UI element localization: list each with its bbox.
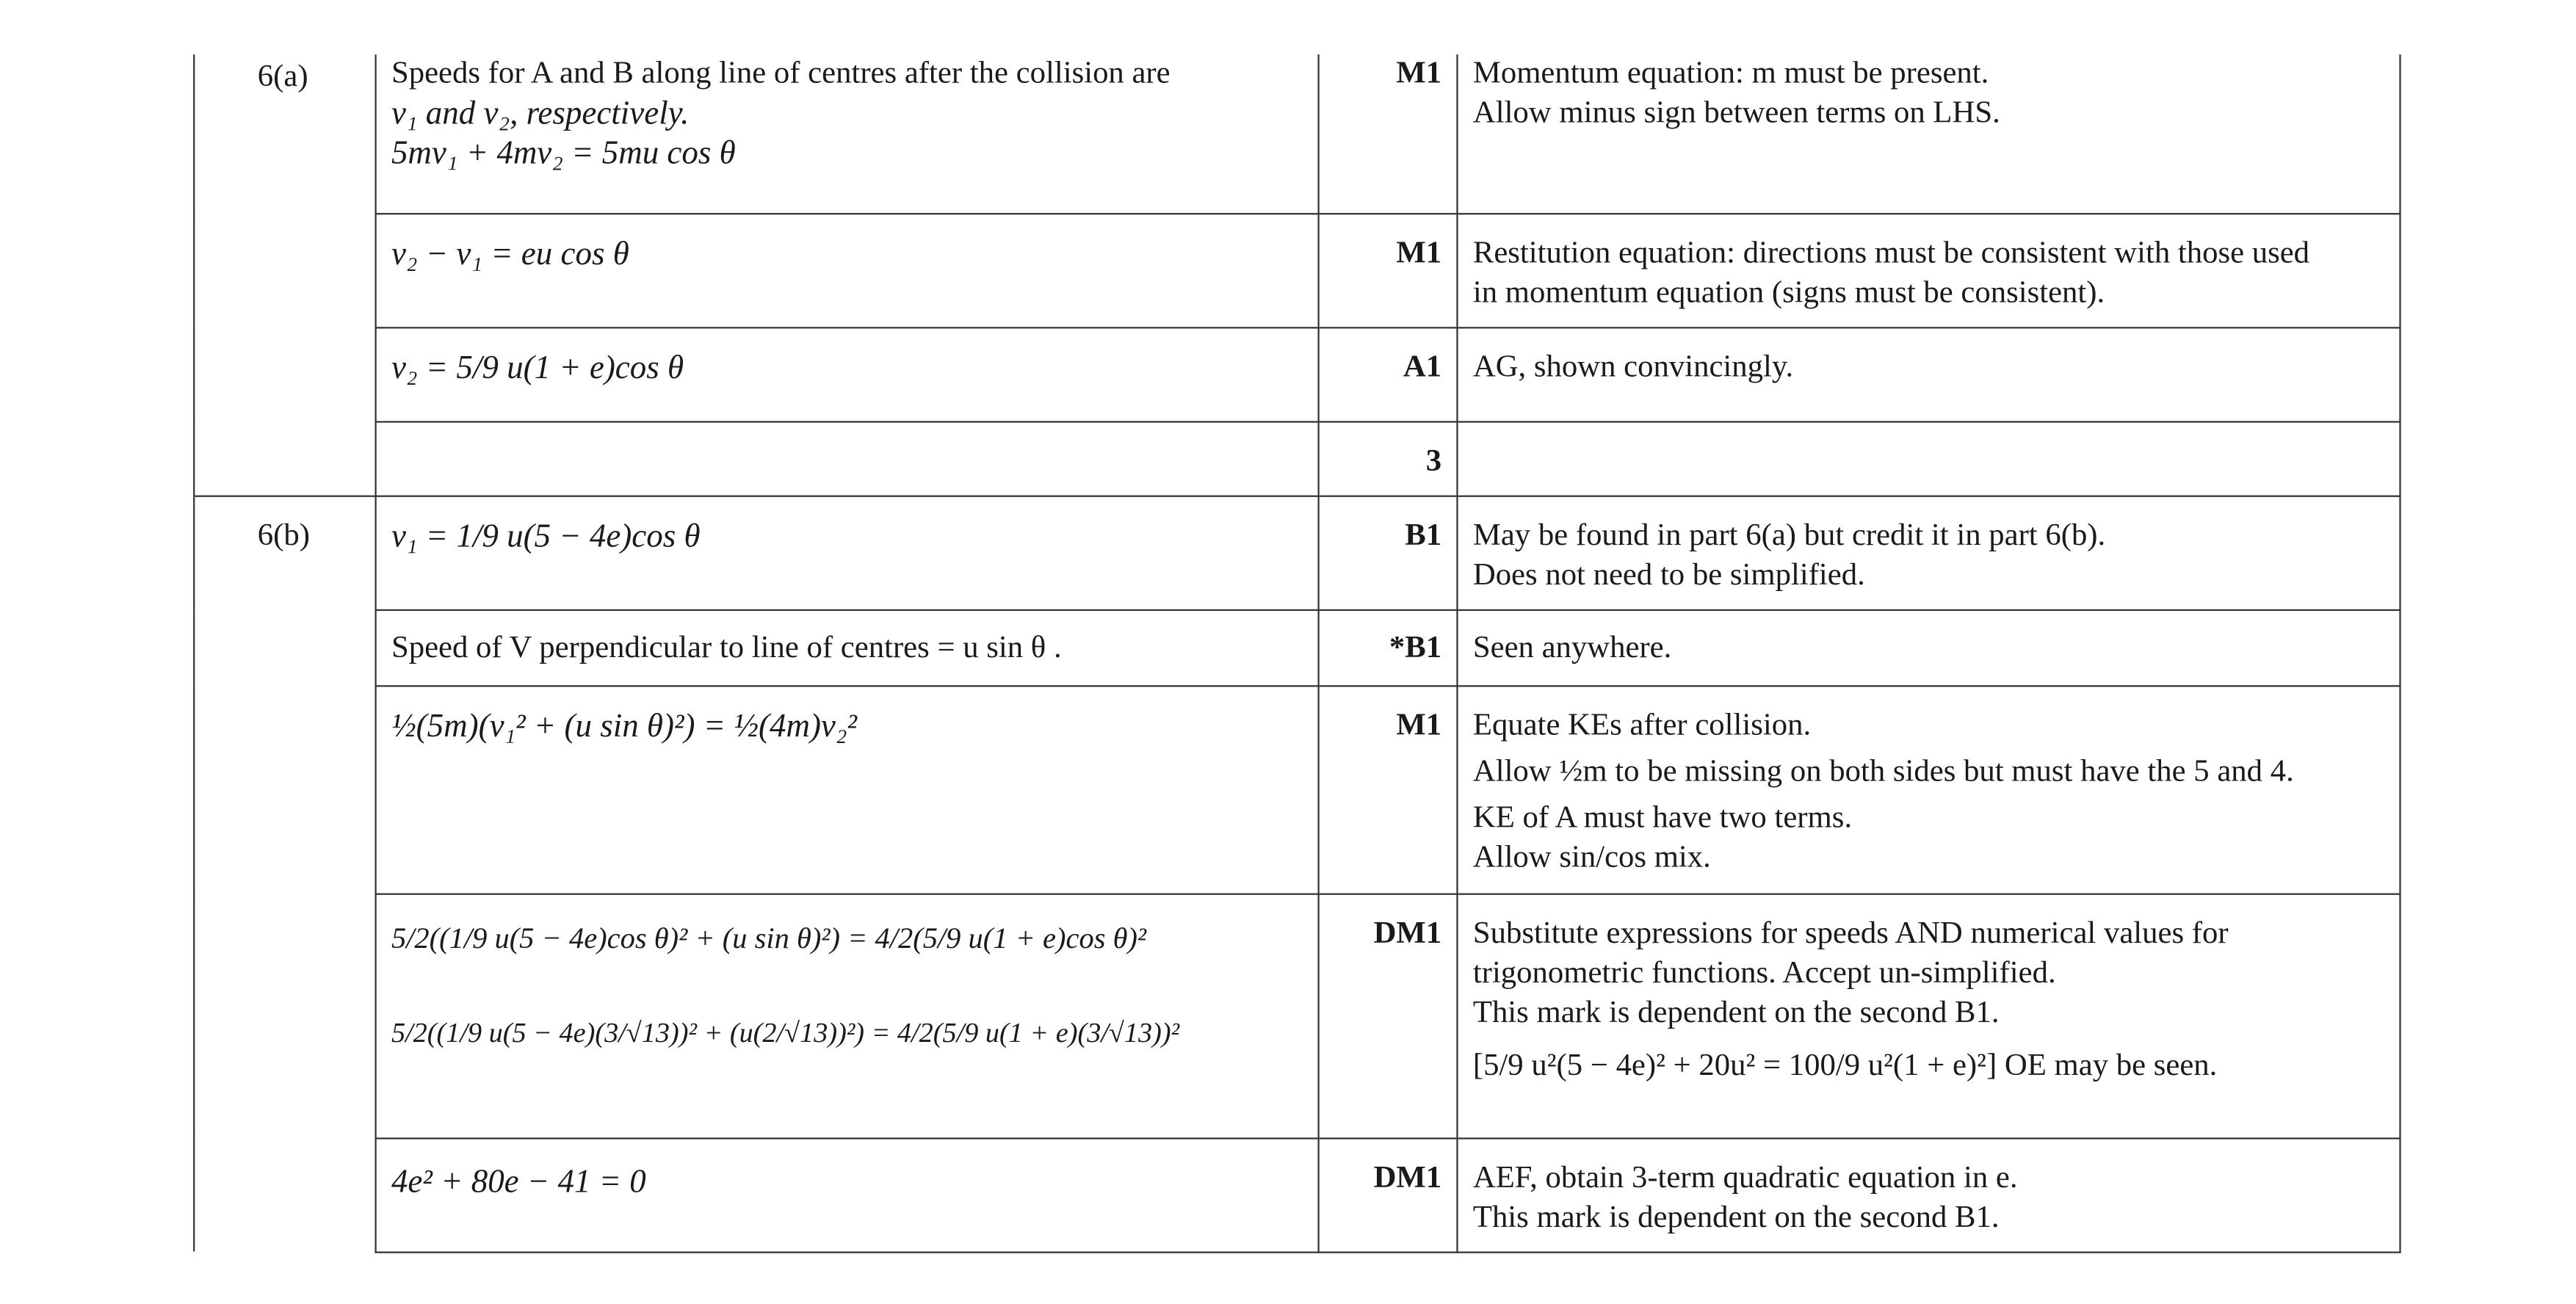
table-row bbox=[194, 894, 2400, 1138]
mark-cell: A1 bbox=[1319, 327, 1458, 421]
guidance-line: This mark is dependent on the second B1. bbox=[1472, 994, 2000, 1030]
mark-total: 3 bbox=[1319, 421, 1458, 495]
guidance-line: trigonometric functions. Accept un-simplified. bbox=[1472, 955, 2056, 990]
answer-line: ½(5m)(v₁² + (u sin θ)²) = ½(4m)v₂² bbox=[391, 707, 858, 745]
answer-line: v₂ = 5/9 u(1 + e)cos θ bbox=[391, 349, 684, 386]
answer-line: Speeds for A and B along line of centres after the collision are bbox=[391, 56, 1171, 91]
mark-scheme-table bbox=[193, 54, 2401, 1252]
table-row bbox=[194, 213, 2400, 327]
table-row bbox=[194, 609, 2400, 685]
guidance-line: KE of A must have two terms. bbox=[1472, 800, 1853, 835]
question-number: 6(a) bbox=[194, 54, 375, 495]
mark-cell: DM1 bbox=[1319, 1137, 1458, 1251]
answer-line: v₁ = 1/9 u(5 − 4e)cos θ bbox=[391, 517, 701, 554]
table-row bbox=[194, 1137, 2400, 1251]
guidance-line: Allow sin/cos mix. bbox=[1472, 839, 1711, 874]
question-number: 6(b) bbox=[194, 496, 375, 1252]
guidance-cell bbox=[1457, 1137, 2400, 1251]
answer-cell bbox=[376, 609, 1319, 685]
guidance-line: Seen anywhere. bbox=[1472, 629, 1672, 665]
mark-cell: M1 bbox=[1319, 685, 1458, 893]
guidance-line: [5/9 u²(5 − 4e)² + 20u² = 100/9 u²(1 + e)²] OE may be seen. bbox=[1472, 1047, 2218, 1083]
answer-line: 5mv₁ + 4mv₂ = 5mu cos θ bbox=[391, 135, 736, 172]
answer-line: 5/2((1/9 u(5 − 4e)cos θ)² + (u sin θ)²) = 4/2(5/9 u(1 + e)cos θ)² bbox=[391, 920, 1147, 954]
guidance-line: in momentum equation (signs must be consistent). bbox=[1472, 275, 2105, 310]
answer-line: 5/2((1/9 u(5 − 4e)(3/√13))² + (u(2/√13))²) = 4/2(5/9 u(1 + e)(3/√13))² bbox=[391, 1016, 1180, 1048]
answer-cell bbox=[376, 213, 1319, 327]
answer-cell bbox=[376, 327, 1319, 421]
guidance-line: This mark is dependent on the second B1. bbox=[1472, 1199, 2000, 1234]
answer-line: Speed of V perpendicular to line of centres = u sin θ . bbox=[391, 629, 1062, 665]
guidance-line: Allow minus sign between terms on LHS. bbox=[1472, 95, 2000, 131]
guidance-cell bbox=[1457, 421, 2400, 495]
guidance-cell bbox=[1457, 685, 2400, 893]
mark-cell: DM1 bbox=[1319, 894, 1458, 1138]
guidance-line: May be found in part 6(a) but credit it in part 6(b). bbox=[1472, 517, 2106, 553]
guidance-line: Equate KEs after collision. bbox=[1472, 707, 1812, 742]
mark-cell: M1 bbox=[1319, 54, 1458, 213]
guidance-cell bbox=[1457, 894, 2400, 1138]
mark-cell: *B1 bbox=[1319, 609, 1458, 685]
table-row bbox=[194, 685, 2400, 893]
mark-cell: M1 bbox=[1319, 213, 1458, 327]
answer-cell bbox=[376, 54, 1319, 213]
guidance-cell bbox=[1457, 609, 2400, 685]
guidance-line: AEF, obtain 3-term quadratic equation in e. bbox=[1472, 1159, 2018, 1195]
answer-line: v₁ and v₂, respectively. bbox=[391, 95, 690, 132]
table-row bbox=[194, 421, 2400, 495]
answer-cell bbox=[376, 685, 1319, 893]
guidance-cell bbox=[1457, 213, 2400, 327]
answer-line: v₂ − v₁ = eu cos θ bbox=[391, 235, 629, 272]
guidance-line: Momentum equation: m must be present. bbox=[1472, 56, 1989, 91]
guidance-line: AG, shown convincingly. bbox=[1472, 349, 1794, 384]
guidance-line: Restitution equation: directions must be consistent with those used bbox=[1472, 235, 2310, 270]
guidance-cell bbox=[1457, 54, 2400, 213]
table-row bbox=[194, 54, 2400, 213]
answer-cell bbox=[376, 894, 1319, 1138]
table-row bbox=[194, 327, 2400, 421]
answer-cell bbox=[376, 496, 1319, 609]
guidance-cell bbox=[1457, 327, 2400, 421]
guidance-line: Substitute expressions for speeds AND numerical values for bbox=[1472, 915, 2229, 951]
guidance-cell bbox=[1457, 496, 2400, 609]
guidance-line: Does not need to be simplified. bbox=[1472, 557, 1865, 593]
answer-cell bbox=[376, 1137, 1319, 1251]
mark-cell: B1 bbox=[1319, 496, 1458, 609]
answer-line: 4e² + 80e − 41 = 0 bbox=[391, 1163, 646, 1200]
guidance-line: Allow ½m to be missing on both sides but must have the 5 and 4. bbox=[1472, 753, 2294, 789]
table-row bbox=[194, 496, 2400, 609]
answer-cell bbox=[376, 421, 1319, 495]
